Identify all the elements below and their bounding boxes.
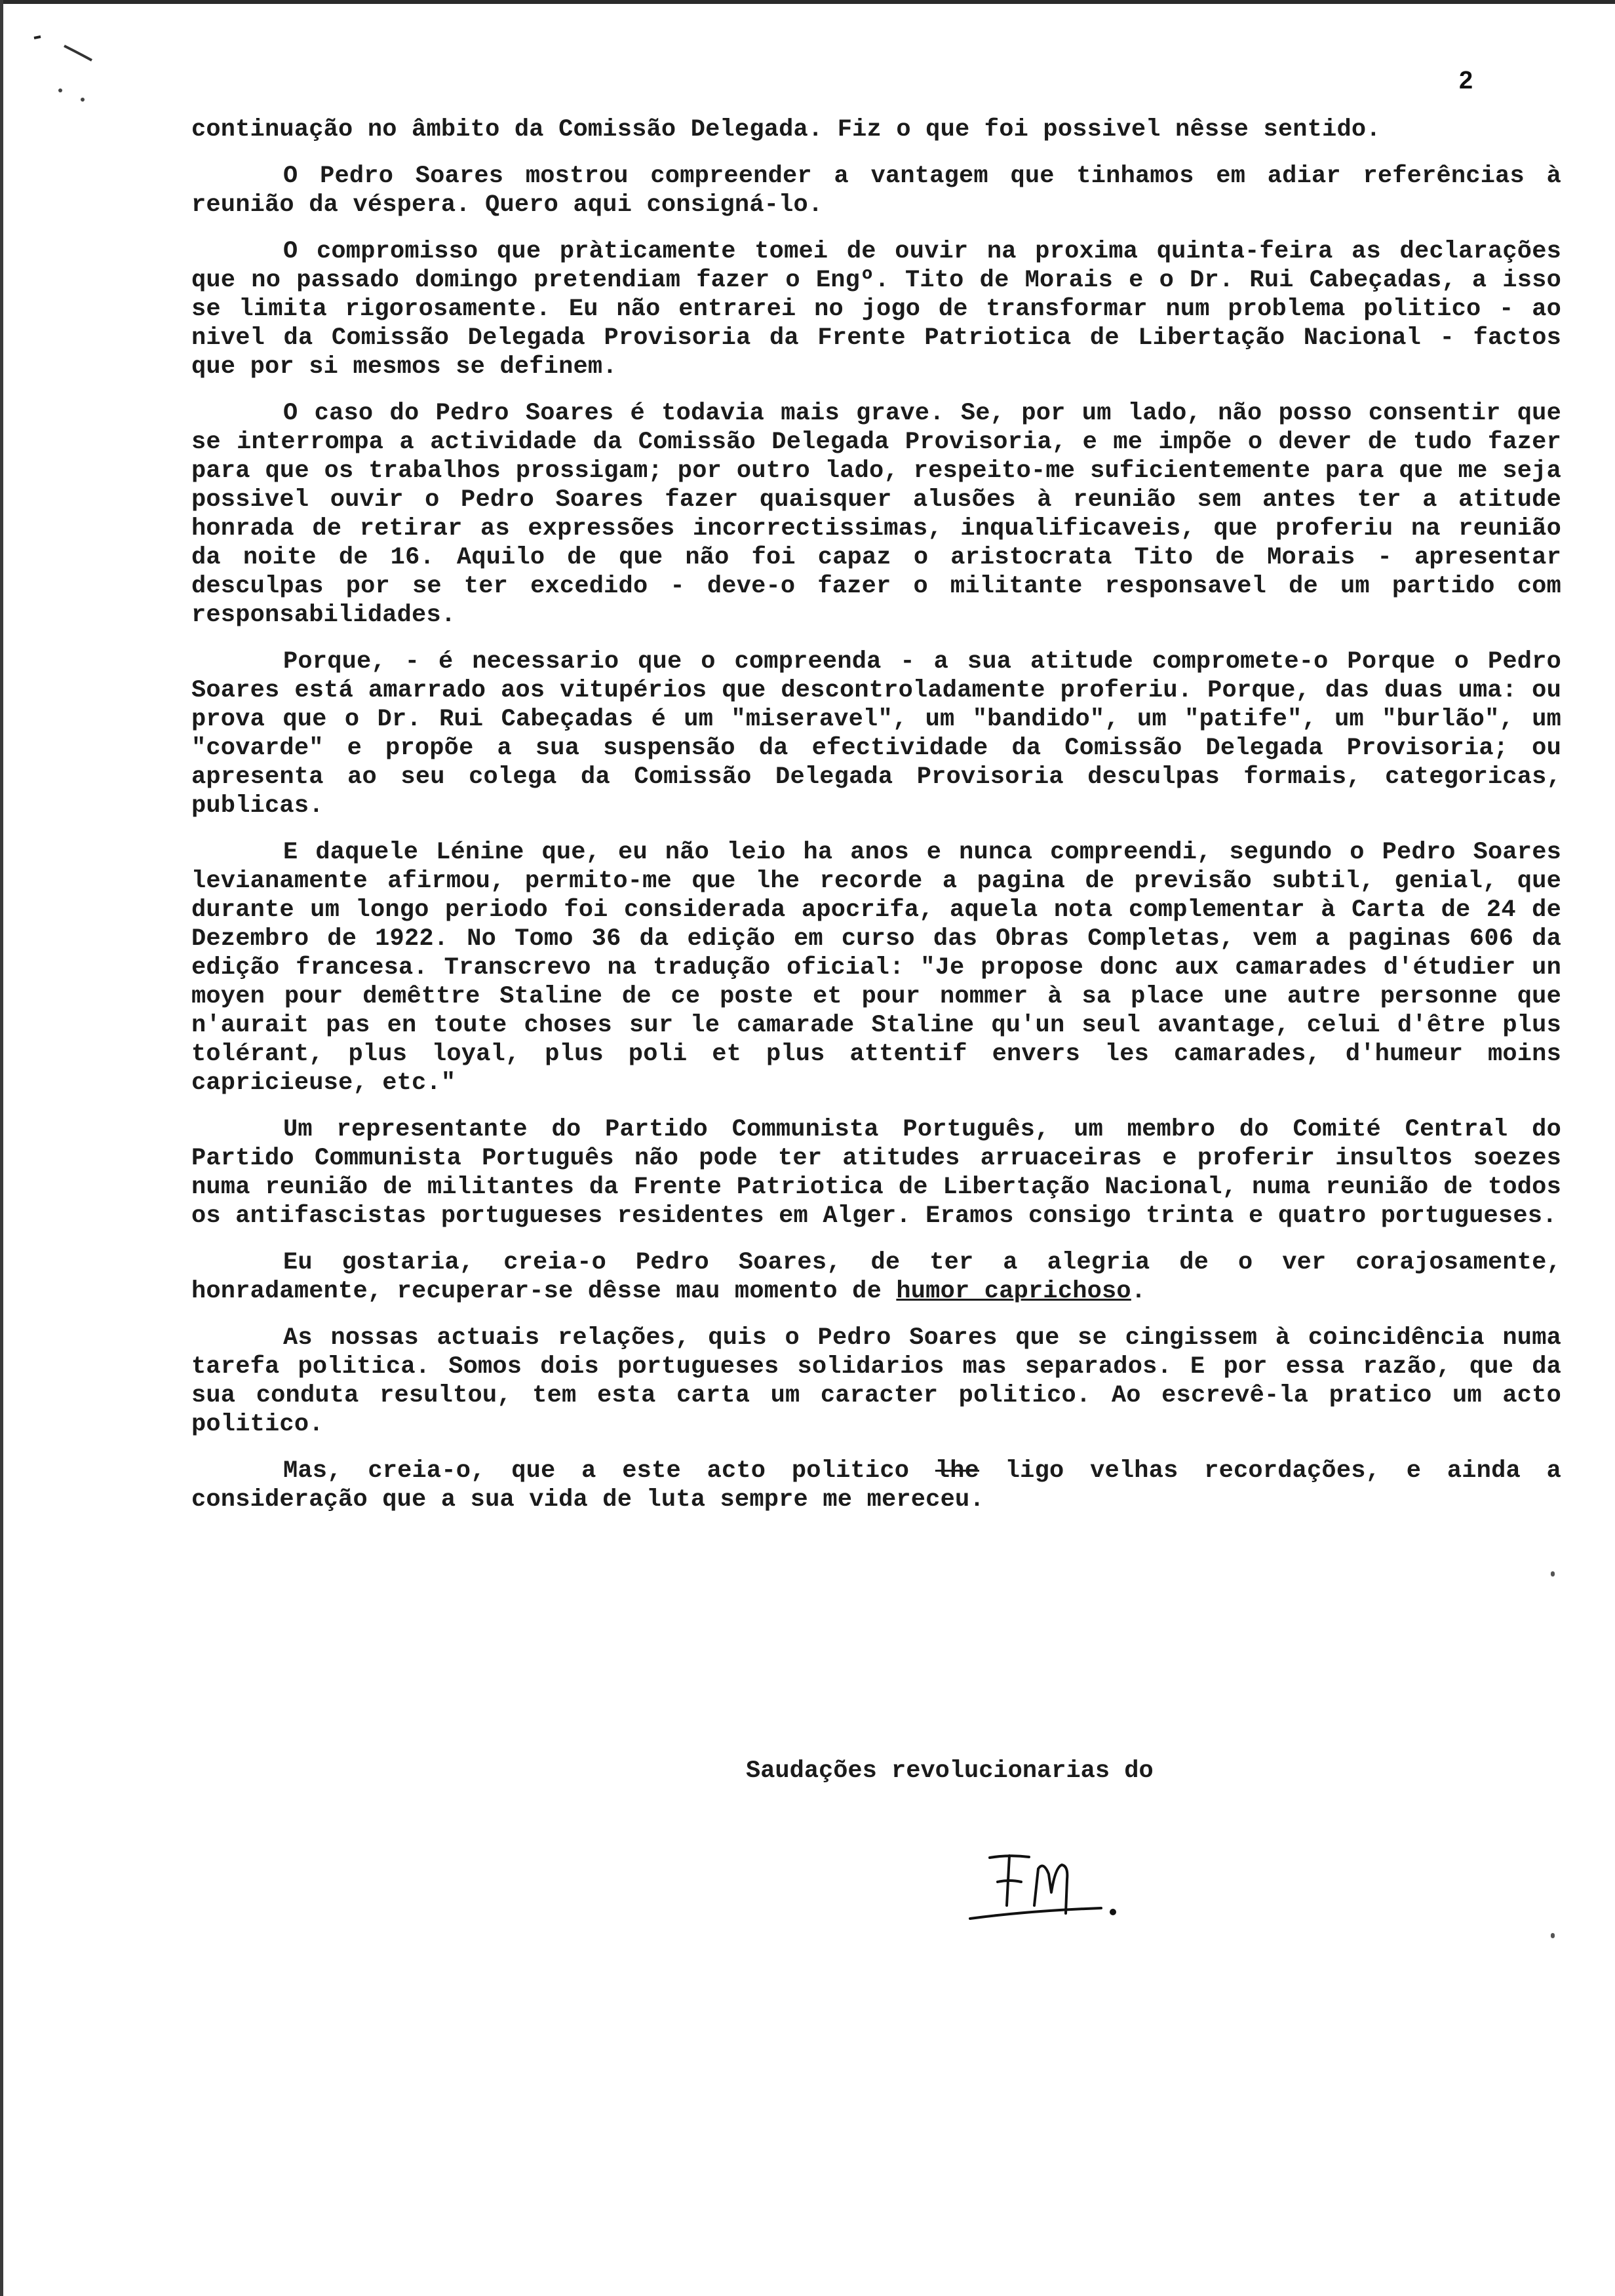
- page-number: 2: [1459, 67, 1473, 94]
- paragraph-10-text: Mas, creia-o, que a este acto politico: [283, 1457, 935, 1485]
- paragraph-5: Porque, - é necessario que o compreenda - a sua atitude compromete-o Porque o Pedro Soares está amarrado aos vitupérios que descontroladamente proferiu. Porque, das duas uma: ou prova que o Dr. Rui Cabeçadas é um "miseravel", um "bandido", um "patife", um "burlão", um "covarde" e propõe a sua suspensão da efectividade da Comissão Delegada Provisoria; ou apresenta ao seu colega da Comissão Delegada Provisoria desculpas formais, categoricas, publicas.: [191, 648, 1561, 820]
- paragraph-2: O Pedro Soares mostrou compreender a vantagem que tinhamos em adiar referências à reunião da véspera. Quero aqui consigná-lo.: [191, 163, 1561, 219]
- paragraph-7: Um representante do Partido Communista Português, um membro do Comité Central do Partido Communista Português não pode ter atitudes arruaceiras e proferir insultos soezes numa reunião de militantes da Frente Patriotica de Libertação Nacional, numa reunião de todos os antifascistas portugueses residentes em Alger. Eramos consigo trinta e quatro portugueses.: [191, 1116, 1561, 1230]
- paragraph-6: E daquele Lénine que, eu não leio ha anos e nunca compreendi, segundo o Pedro Soares levianamente afirmou, permito-me que lhe recorde a pagina de previsão subtil, genial, que durante um longo periodo foi considerada apocrifa, aquela nota complementar à Carta de 24 de Dezembro de 1922. No Tomo 36 da edição em curso das Obras Completas, vem a paginas 606 da edição francesa. Transcrevo na tradução oficial: "Je propose donc aux camarades d'étudier un moyen pour demêttre Staline de ce poste et pour nommer à sa place une autre personne que n'aurait pas en toute choses sur le camarade Staline qu'un seul avantage, celui d'être plus tolérant, plus loyal, plus poli et plus attentif envers les camarades, d'humeur moins capricieuse, etc.": [191, 839, 1561, 1097]
- margin-mark: [1551, 1933, 1555, 1938]
- struck-word: lhe: [935, 1457, 980, 1485]
- margin-mark: [1551, 1571, 1555, 1577]
- handwritten-signature: [957, 1828, 1154, 1933]
- paragraph-8: [191, 1248, 1561, 1306]
- paragraph-4: O caso do Pedro Soares é todavia mais grave. Se, por um lado, não posso consentir que se interrompa a actividade da Comissão Delegada Provisoria, e me impõe o dever de tudo fazer para que os trabalhos prossigam; por outro lado, respeito-me suficientemente para que me seja possivel ouvir o Pedro Soares fazer quaisquer alusões à reunião sem antes ter a atitude honrada de retirar as expressões incorrectissimas, inqualificaveis, que proferiu na reunião da noite de 16. Aquilo de que não foi capaz o aristocrata Tito de Morais - apresentar desculpas por se ter excedido - deve-o fazer o militante responsavel de um partido com responsabilidades.: [191, 400, 1561, 629]
- paragraph-8-text: Eu gostaria, creia-o Pedro Soares, de ter a alegria de o ver corajosamente, honradamente, recuperar-se dêsse mau momento de: [191, 1249, 1561, 1305]
- page-top-edge: [0, 0, 1615, 4]
- closing-salutation: Saudações revolucionarias do: [746, 1757, 1154, 1785]
- paragraph-1: continuação no âmbito da Comissão Delegada. Fiz o que foi possivel nêsse sentido.: [191, 116, 1381, 144]
- letter-body: [191, 115, 1561, 1532]
- page-left-edge: [0, 0, 3, 2296]
- paragraph-9: As nossas actuais relações, quis o Pedro Soares que se cingissem à coincidência numa tarefa politica. Somos dois portugueses solidarios mas separados. E por essa razão, que da sua conduta resultou, tem esta carta um caracter politico. Ao escrevê-la pratico um acto politico.: [191, 1324, 1561, 1438]
- paragraph-10: [191, 1457, 1561, 1514]
- paragraph-3: O compromisso que pràticamente tomei de ouvir na proxima quinta-feira as declarações que no passado domingo pretendiam fazer o Engº. Tito de Morais e o Dr. Rui Cabeçadas, a isso se limita rigorosamente. Eu não entrarei no jogo de transformar num problema politico - ao nivel da Comissão Delegada Provisoria da Frente Patriotica de Libertação Nacional - factos que por si mesmos se definem.: [191, 238, 1561, 381]
- paragraph-8-end: .: [1131, 1278, 1146, 1305]
- corner-scan-mark-icon: [26, 26, 105, 105]
- underlined-phrase: humor caprichoso: [896, 1278, 1131, 1305]
- paragraph-10-end: ligo velhas recordações, e ainda a consideração que a sua vida de luta sempre me mereceu.: [191, 1457, 1561, 1514]
